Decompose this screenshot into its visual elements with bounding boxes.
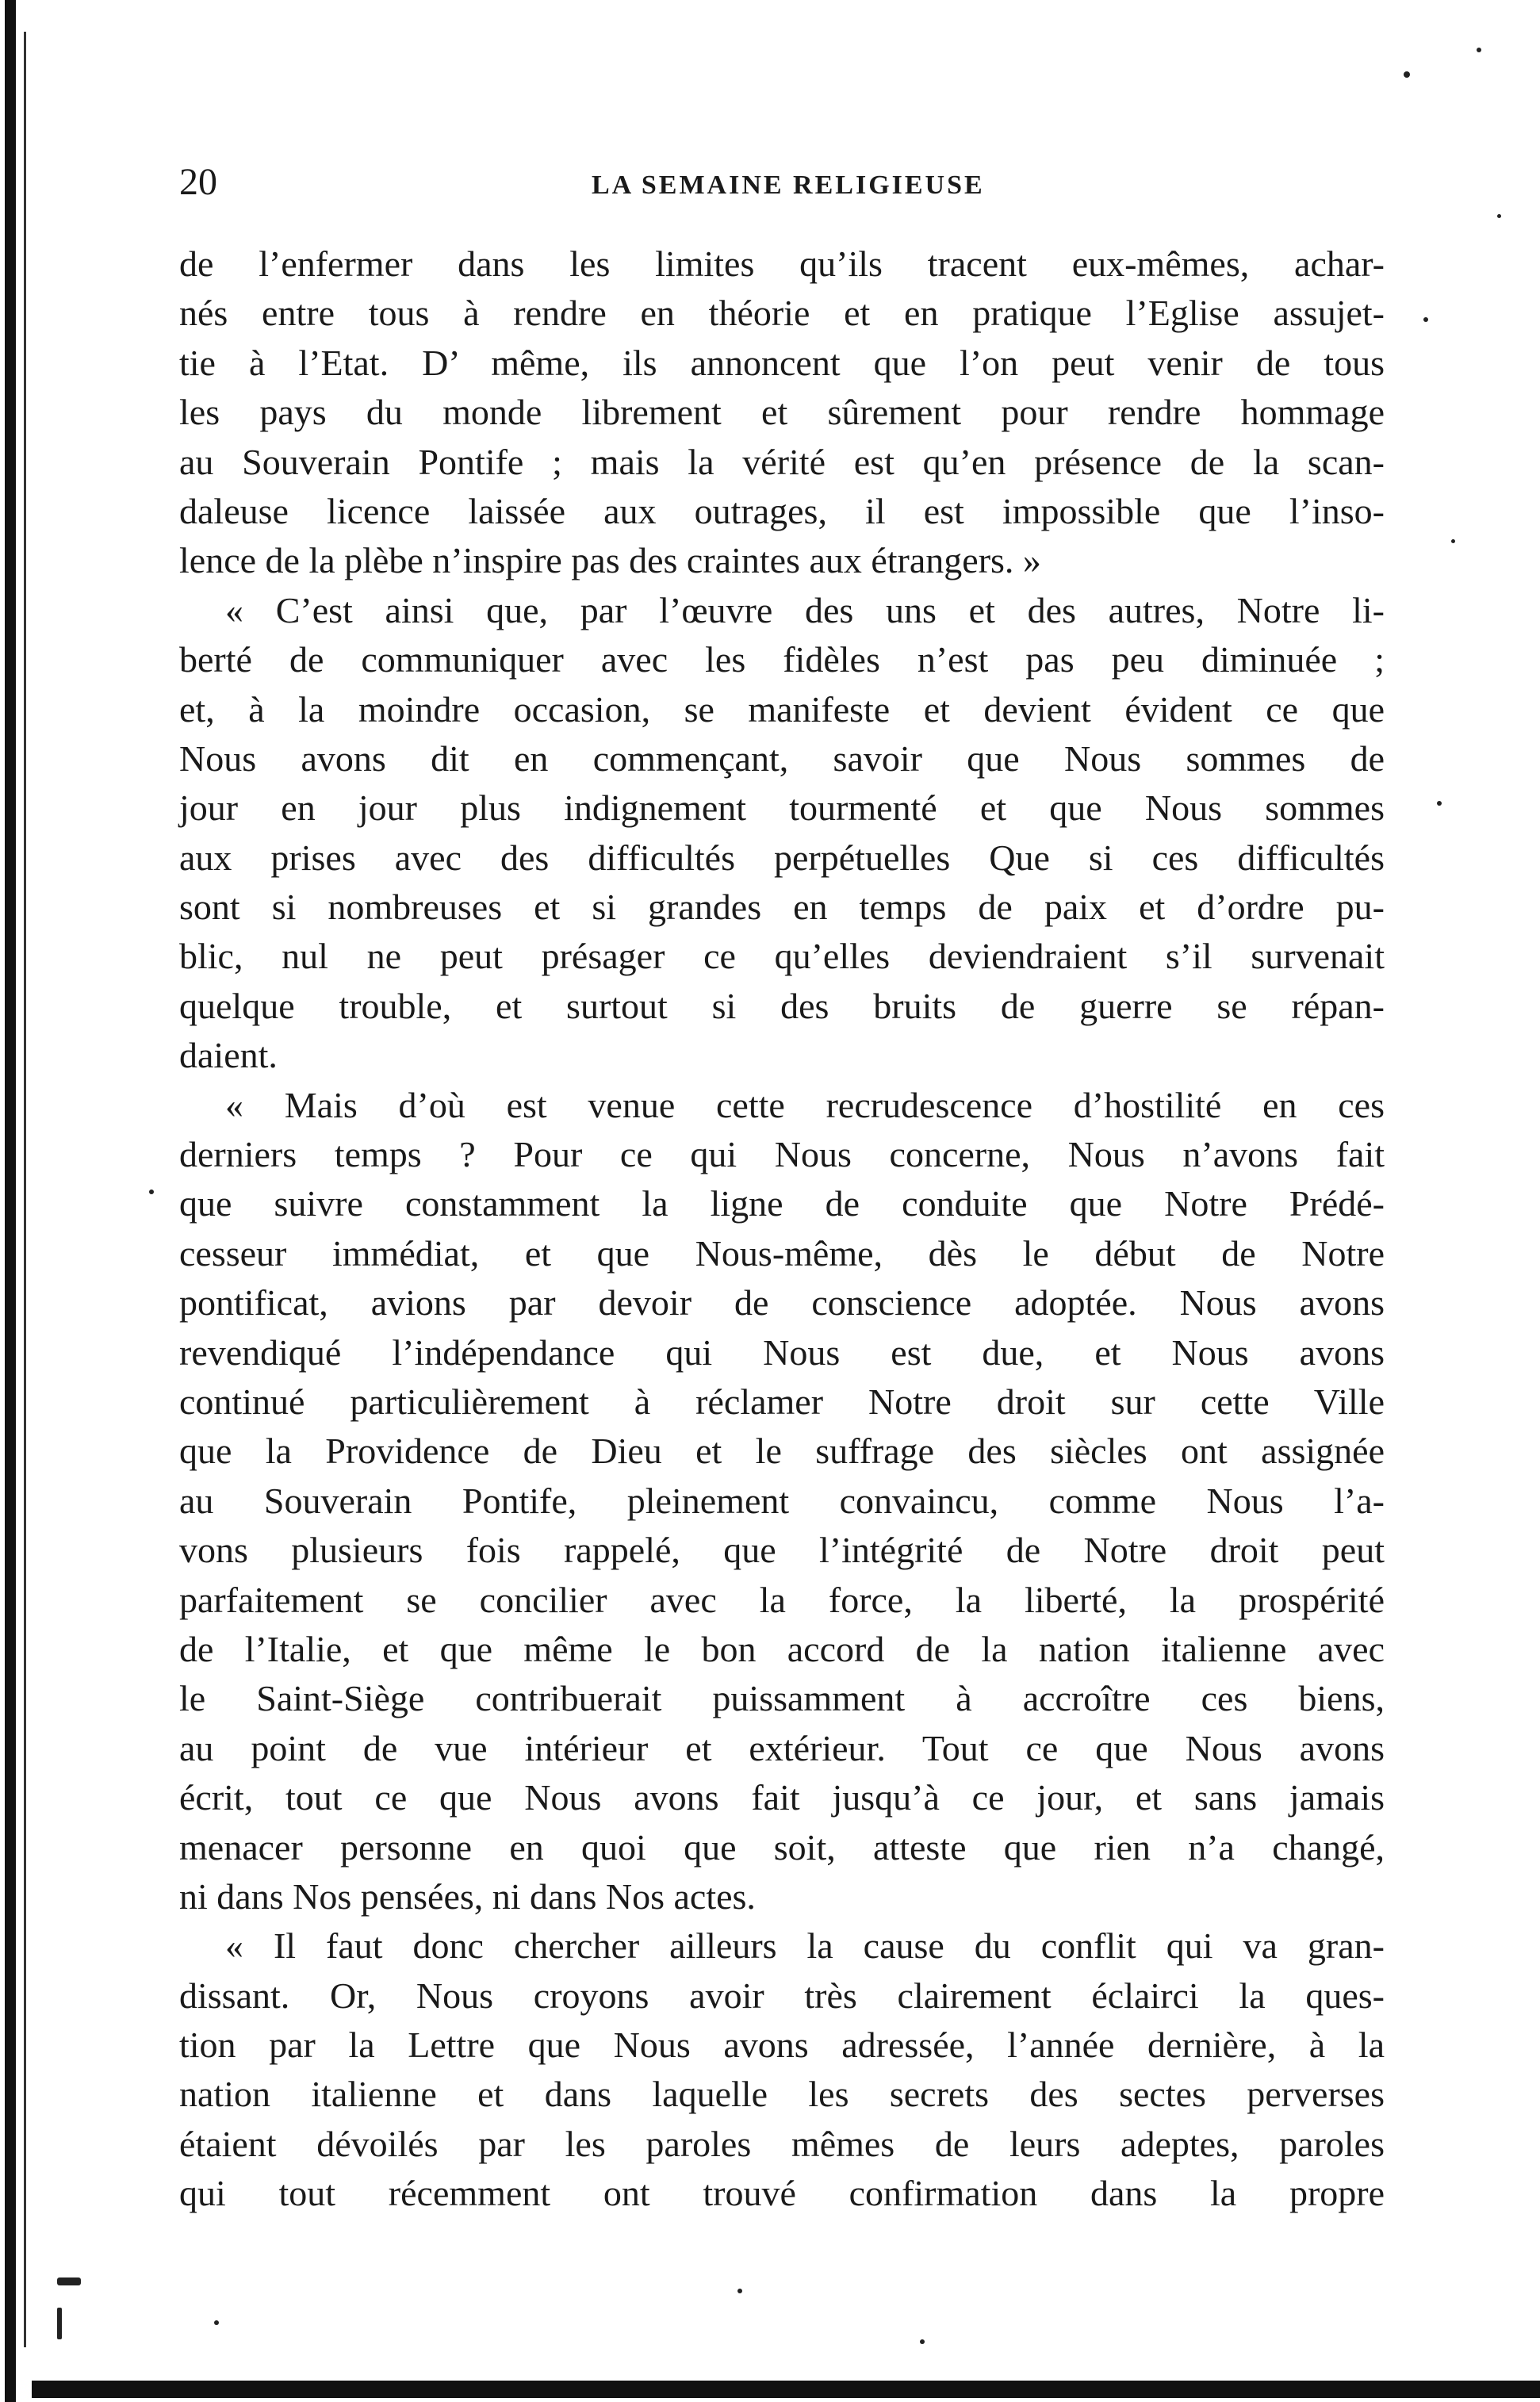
scan-speck bbox=[1451, 539, 1455, 543]
body-text bbox=[179, 239, 1385, 2219]
text-line: lence de la plèbe n’inspire pas des craintes aux étrangers. » bbox=[179, 540, 1041, 581]
text-line: et, à la moindre occasion, se manifeste et devient évident ce que bbox=[179, 688, 1385, 730]
running-head: LA SEMAINE RELIGIEUSE bbox=[592, 170, 985, 200]
text-line: cesseur immédiat, et que Nous-même, dès le début de Notre bbox=[179, 1232, 1385, 1274]
page-header bbox=[179, 159, 1385, 214]
text-line: « Mais d’où est venue cette recrudescence d’hostilité en ces bbox=[225, 1084, 1385, 1125]
text-line: Nous avons dit en commençant, savoir que Nous sommes de bbox=[179, 737, 1385, 779]
scan-speck bbox=[1437, 801, 1442, 806]
scan-speck bbox=[1497, 214, 1501, 218]
text-line: derniers temps ? Pour ce qui Nous concerne, Nous n’avons fait bbox=[179, 1134, 1385, 1175]
scan-speck bbox=[920, 2339, 925, 2344]
text-line: aux prises avec des difficultés perpétuelles Que si ces difficultés bbox=[179, 837, 1385, 878]
text-line: nés entre tous à rendre en théorie et en pratique l’Eglise assujet- bbox=[179, 293, 1385, 334]
text-line: au point de vue intérieur et extérieur. Tout ce que Nous avons bbox=[179, 1727, 1385, 1768]
text-line: pontificat, avions par devoir de conscience adoptée. Nous avons bbox=[179, 1282, 1385, 1324]
text-line: tie à l’Etat. D’ même, ils annoncent que l’on peut venir de tous bbox=[179, 342, 1385, 383]
text-line: sont si nombreuses et si grandes en temps de paix et d’ordre pu- bbox=[179, 887, 1385, 928]
text-line: menacer personne en quoi que soit, atteste que rien n’a changé, bbox=[179, 1826, 1385, 1868]
scan-edge-bottom bbox=[32, 2381, 1540, 2398]
scan-speck bbox=[149, 1190, 154, 1194]
text-line: nation italienne et dans laquelle les secrets des sectes perverses bbox=[179, 2074, 1385, 2115]
scan-edge-line bbox=[24, 32, 26, 2347]
text-line: « Il faut donc chercher ailleurs la cause du conflit qui va gran- bbox=[225, 1925, 1385, 1967]
text-line: au Souverain Pontife, pleinement convaincu, comme Nous l’a- bbox=[179, 1480, 1385, 1521]
text-line: que la Providence de Dieu et le suffrage des siècles ont assignée bbox=[179, 1431, 1385, 1472]
text-line: tion par la Lettre que Nous avons adressée, l’année dernière, à la bbox=[179, 2025, 1385, 2066]
text-line: blic, nul ne peut présager ce qu’elles deviendraient s’il survenait bbox=[179, 936, 1385, 977]
text-line: au Souverain Pontife ; mais la vérité est qu’en présence de la scan- bbox=[179, 441, 1385, 482]
text-line: les pays du monde librement et sûrement pour rendre hommage bbox=[179, 392, 1385, 433]
text-line: de l’enfermer dans les limites qu’ils tracent eux-mêmes, achar- bbox=[179, 243, 1385, 284]
text-line: ni dans Nos pensées, ni dans Nos actes. bbox=[179, 1875, 756, 1917]
text-line: revendiqué l’indépendance qui Nous est due, et Nous avons bbox=[179, 1331, 1385, 1373]
text-line: dissant. Or, Nous croyons avoir très clairement éclairci la ques- bbox=[179, 1975, 1385, 2016]
text-line: daient. bbox=[179, 1035, 278, 1076]
scan-speck bbox=[57, 2277, 81, 2285]
scan-speck bbox=[1404, 71, 1410, 78]
scan-speck bbox=[1423, 317, 1428, 322]
text-line: « C’est ainsi que, par l’œuvre des uns et des autres, Notre li- bbox=[225, 589, 1385, 630]
page-number: 20 bbox=[179, 161, 217, 203]
text-line: étaient dévoilés par les paroles mêmes de leurs adeptes, paroles bbox=[179, 2123, 1385, 2164]
text-line: le Saint-Siège contribuerait puissamment à accroître ces biens, bbox=[179, 1678, 1385, 1719]
text-line: quelque trouble, et surtout si des bruits de guerre se répan- bbox=[179, 985, 1385, 1026]
text-line: daleuse licence laissée aux outrages, il est impossible que l’inso- bbox=[179, 490, 1385, 531]
text-line: vons plusieurs fois rappelé, que l’intégrité de Notre droit peut bbox=[179, 1530, 1385, 1571]
scan-speck bbox=[214, 2320, 219, 2325]
scan-speck bbox=[737, 2289, 742, 2293]
text-line: qui tout récemment ont trouvé confirmation dans la propre bbox=[179, 2173, 1385, 2214]
text-line: berté de communiquer avec les fidèles n’est pas peu diminuée ; bbox=[179, 639, 1385, 680]
text-line: que suivre constamment la ligne de conduite que Notre Prédé- bbox=[179, 1183, 1385, 1224]
text-line: de l’Italie, et que même le bon accord de la nation italienne avec bbox=[179, 1628, 1385, 1669]
text-line: parfaitement se concilier avec la force, la liberté, la prospérité bbox=[179, 1579, 1385, 1620]
text-line: continué particulièrement à réclamer Notre droit sur cette Ville bbox=[179, 1381, 1385, 1422]
text-line: écrit, tout ce que Nous avons fait jusqu’à ce jour, et sans jamais bbox=[179, 1777, 1385, 1818]
text-line: jour en jour plus indignement tourmenté et que Nous sommes bbox=[179, 787, 1385, 829]
scan-edge-left bbox=[5, 0, 16, 2402]
scan-speck bbox=[1477, 48, 1481, 52]
scan-speck bbox=[57, 2308, 62, 2339]
